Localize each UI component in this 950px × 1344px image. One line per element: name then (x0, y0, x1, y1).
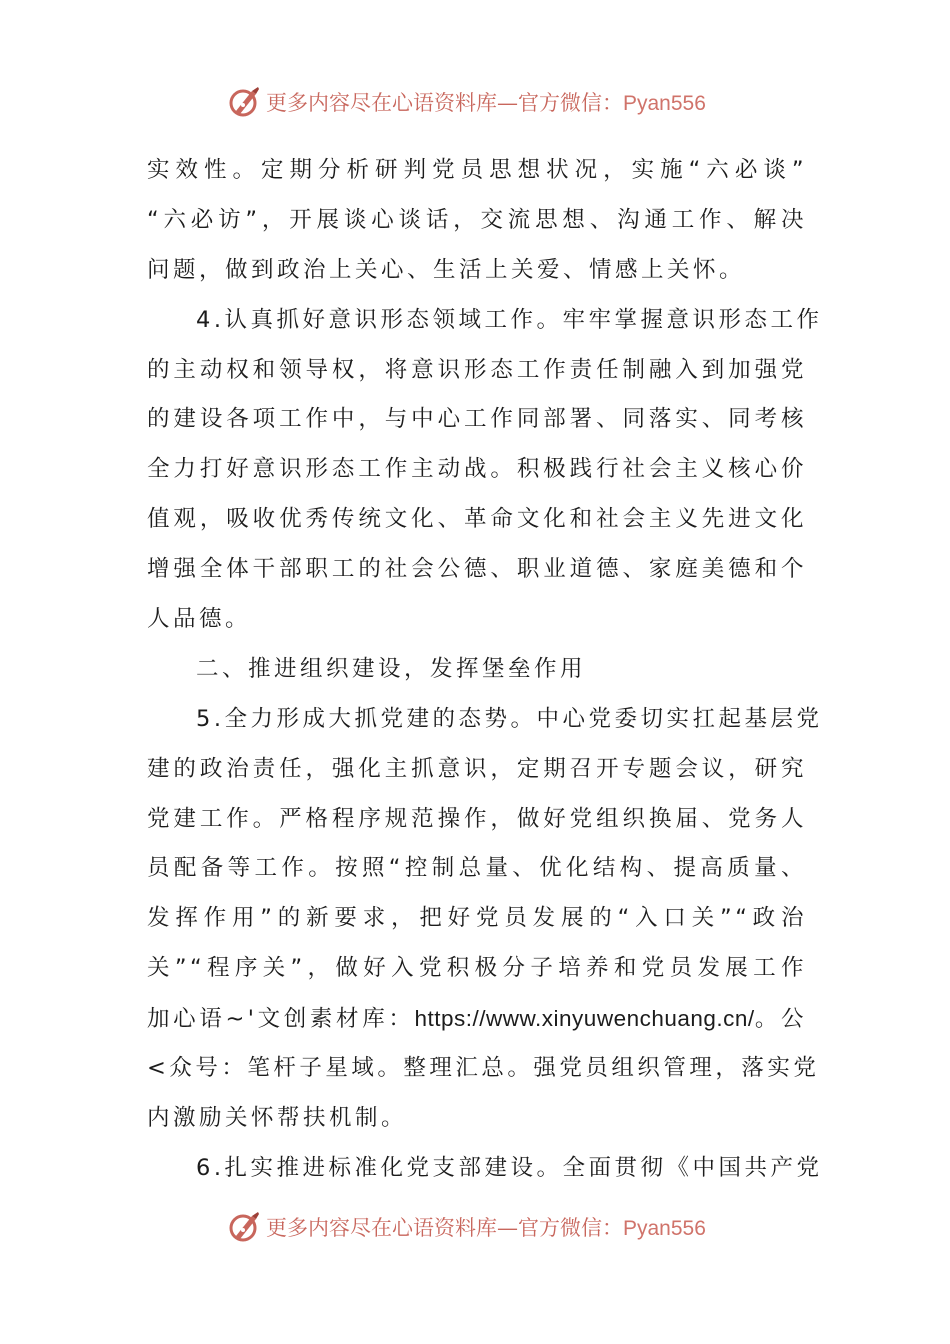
footer-banner (228, 1207, 718, 1247)
paragraph-5-first-line: 5.全力形成大抓党建的态势。中心党委切实扛起基层党 (196, 705, 823, 732)
watermark-url: https://www.xinyuwenchuang.cn/ (414, 1006, 755, 1032)
text-line: 关”“程序关”，做好入党积极分子培养和党员发展工作 (147, 955, 807, 982)
watermark-prefix: 加心语~'文创素材库： (147, 1006, 415, 1033)
text-line: 内激励关怀帮扶机制。 (147, 1104, 408, 1131)
header-banner-text: 更多内容尽在心语资料库—官方微信：Pyan556 (266, 91, 706, 115)
section-heading: 二、推进组织建设，发挥堡垒作用 (196, 655, 587, 682)
text-line: 实效性。定期分析研判党员思想状况，实施“六必谈” (147, 157, 807, 183)
header-wechat-handle: Pyan556 (623, 92, 706, 115)
text-line: 问题，做到政治上关心、生活上关爱、情感上关怀。 (147, 256, 746, 283)
paragraph-6-first-line: 6.扎实推进标准化党支部建设。全面贯彻《中国共产党 (196, 1154, 823, 1181)
text-line: 发挥作用”的新要求，把好党员发展的“入口关”“政治 (147, 905, 807, 932)
text-line: <众号：笔杆子星域。整理汇总。强党员组织管理，落实党 (147, 1055, 820, 1082)
text-line: 的主动权和领导权，将意识形态工作责任制融入到加强党 (147, 356, 807, 383)
footer-wechat-handle: Pyan556 (623, 1217, 706, 1240)
text-line: 党建工作。严格程序规范操作，做好党组织换届、党务人 (147, 805, 807, 832)
text-line: 建的政治责任，强化主抓意识，定期召开专题会议，研究 (147, 755, 807, 782)
text-line: “六必访”，开展谈心谈话，交流思想、沟通工作、解决 (147, 206, 807, 233)
watermark-url-line (147, 994, 807, 1044)
pen-nib-logo-icon (228, 1210, 262, 1244)
pen-nib-logo-icon (228, 85, 262, 119)
text-line: 的建设各项工作中，与中心工作同部署、同落实、同考核 (147, 406, 807, 433)
body-text (147, 146, 823, 1194)
text-line: 值观，吸收优秀传统文化、革命文化和社会主义先进文化 (147, 506, 807, 533)
text-line: 人品德。 (147, 606, 252, 633)
text-line: 员配备等工作。按照“控制总量、优化结构、提高质量、 (147, 855, 807, 882)
paragraph-4-first-line: 4.认真抓好意识形态领域工作。牢牢掌握意识形态工作 (196, 306, 823, 333)
header-banner (228, 82, 718, 122)
text-line: 全力打好意识形态工作主动战。积极践行社会主义核心价 (147, 456, 807, 483)
footer-banner-text: 更多内容尽在心语资料库—官方微信：Pyan556 (266, 1216, 706, 1240)
text-line: 增强全体干部职工的社会公德、职业道德、家庭美德和个 (147, 556, 807, 583)
watermark-suffix: 。公 (754, 1006, 807, 1033)
